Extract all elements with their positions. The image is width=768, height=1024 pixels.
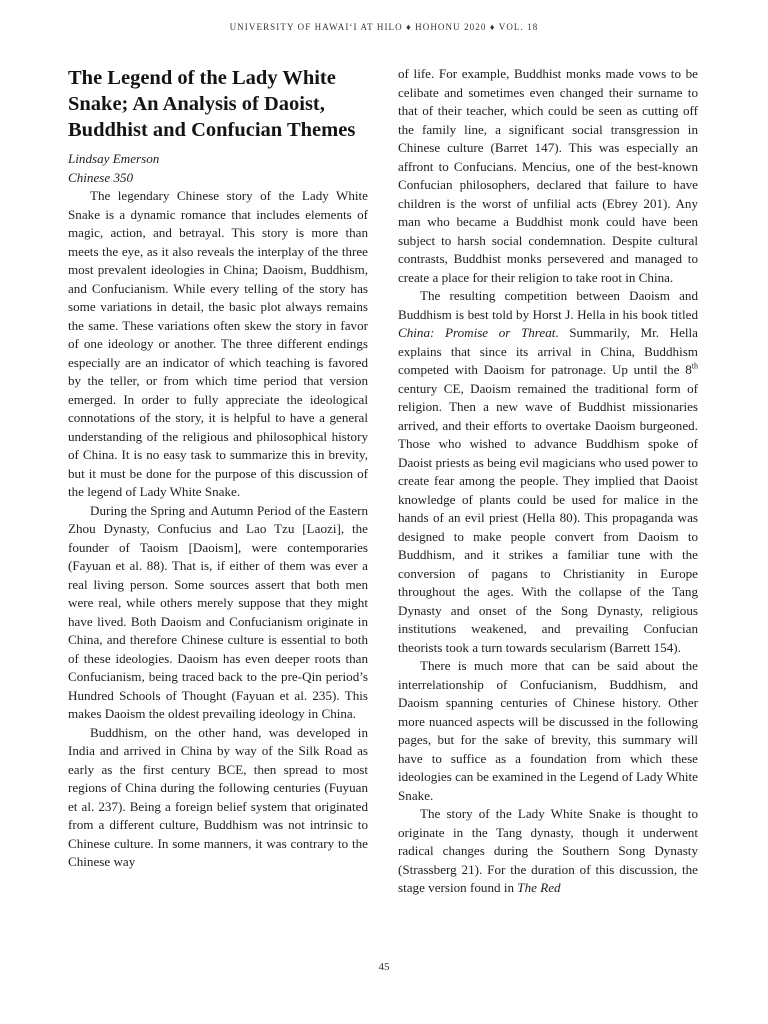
author-name: Lindsay Emerson [68,151,160,167]
paragraph-story-origin [398,805,698,898]
paragraph-way-of-life: of life. For example, Buddhist monks made vows to be celibate and sometimes even changed their surname to that of their teacher, which could be seen as cutting off the family line, a significant social transgression in Chinese culture (Barret 147). This was especially an affront to Confucians. Mencius, one of the best-known Confucian philosophers, declared that failure to have children is the worst of unfilial acts (Ebrey 201). Any man who became a Buddhist monk could have been subject to harsh social condemnation. Despite cultural contrasts, Buddhist monks persevered and managed to create a place for their religion to take root in China. [398,66,698,285]
left-column [68,66,368,872]
paragraph-buddhism: Buddhism, on the other hand, was developed in India and arrived in China by way of the Silk Road as early as the first century BCE, then spread to most regions of China during the following centuries (Fuyuan et al. 237). Being a foreign belief system that originated from a different culture, Buddhism was not intrinsic to Chinese culture. In some manners, it was contrary to the Chinese way [68,724,368,870]
book-title: China: Promise or Threat [398,325,556,340]
story-origin-text: The story of the Lady White Snake is thought to originate in the Tang dynasty, though it underwent radical changes during the Southern Song Dynasty (Strassberg 21). For the duration of this discussion, the stage version found in [398,806,698,895]
page-number: 45 [378,961,390,973]
paragraph-spring-autumn: During the Spring and Autumn Period of the Eastern Zhou Dynasty, Confucius and Lao Tzu [Laozi], the founder of Taoism [Daoism], were contemporaries (Fayuan et al. 88). That is, if either of them was ever a real living person. Some sources assert that both men were real, while others merely suppose that they might have lived. Both Daoism and Confucianism originate in China, and therefore Chinese culture is essential to both of these ideologies. Daoism has even deeper roots than Confucianism, being traced back to the pre-Qin period’s Hundred Schools of Thought (Fayuan et al. 235). This makes Daoism the oldest prevailing ideology in China. [68,502,368,722]
source-title-italic: The Red [517,880,561,895]
course-name: Chinese 350 [68,169,134,185]
paragraph-interrelationship: There is much more that can be said about the interrelationship of Confucianism, Buddhism, and Daoism spanning centuries of Chinese history. Other more nuanced aspects will be discussed in the following pages, but for the sake of brevity, this summary will have to suffice as a foundation from which these ideologies can be examined in the Legend of Lady White Snake. [398,658,698,803]
running-header: UNIVERSITY OF HAWAI‘I AT HILO ♦ HOHONU 2020 ♦ VOL. 18 [229,22,539,32]
paragraph-intro: The legendary Chinese story of the Lady White Snake is a dynamic romance that includes elements of magic, action, and betrayal. This story is more than meets the eye, as it also reveals the interplay of the three most prevalent ideologies in China; Daoism, Buddhism, and Confucianism. While every telling of the story has some variations in detail, the basic plot always remains the same. These variations often skew the story in favor of one ideology or another. The three different endings especially are an indicator of which teaching is favored by the teller, or from which time period that version emerged. In order to fully appreciate the ideological connotations of the story, it is helpful to have a general understanding of the religious and philosophical history of China. It is no easy task to summarize this in brevity, but it must be done for the purpose of this discussion of the legend of Lady White Snake. [68,188,368,500]
competition-text-middle: . Summarily, Mr. Hella explains that since its arrival in China, Buddhism competed with Daoism for patronage. Up until the 8 [398,325,698,377]
paragraph-competition [398,287,698,657]
competition-text-start: The resulting competition between Daoism and Buddhism is best told by Horst J. Hella in his book titled [398,288,698,322]
article-title: The Legend of the Lady White Snake; An Analysis of Daoist, Buddhist and Confucian Themes [68,67,356,141]
ordinal-superscript: th [691,361,698,371]
right-column [398,65,698,898]
competition-text-end: century CE, Daoism remained the traditional form of religion. Then a new wave of Buddhist missionaries arrived, and their efforts to overtake Daoism burgeoned. Those who wished to advance Buddhism spoke of Daoist priests as being evil magicians who used power to create fear among the people. They implied that Daoist knowledge of plants could be used for malice in the hands of an evil priest (Hella 80). This propaganda was designed to make people convert from Daoism to Buddhism, and it strikes a familiar tune with the conversion of pagans to Christianity in Europe throughout the ages. With the collapse of the Tang Dynasty and onset of the Song Dynasty, religious institutions weakened, and prevailing Confucian theorists took a turn towards secularism (Barrett 154). [398,380,699,655]
